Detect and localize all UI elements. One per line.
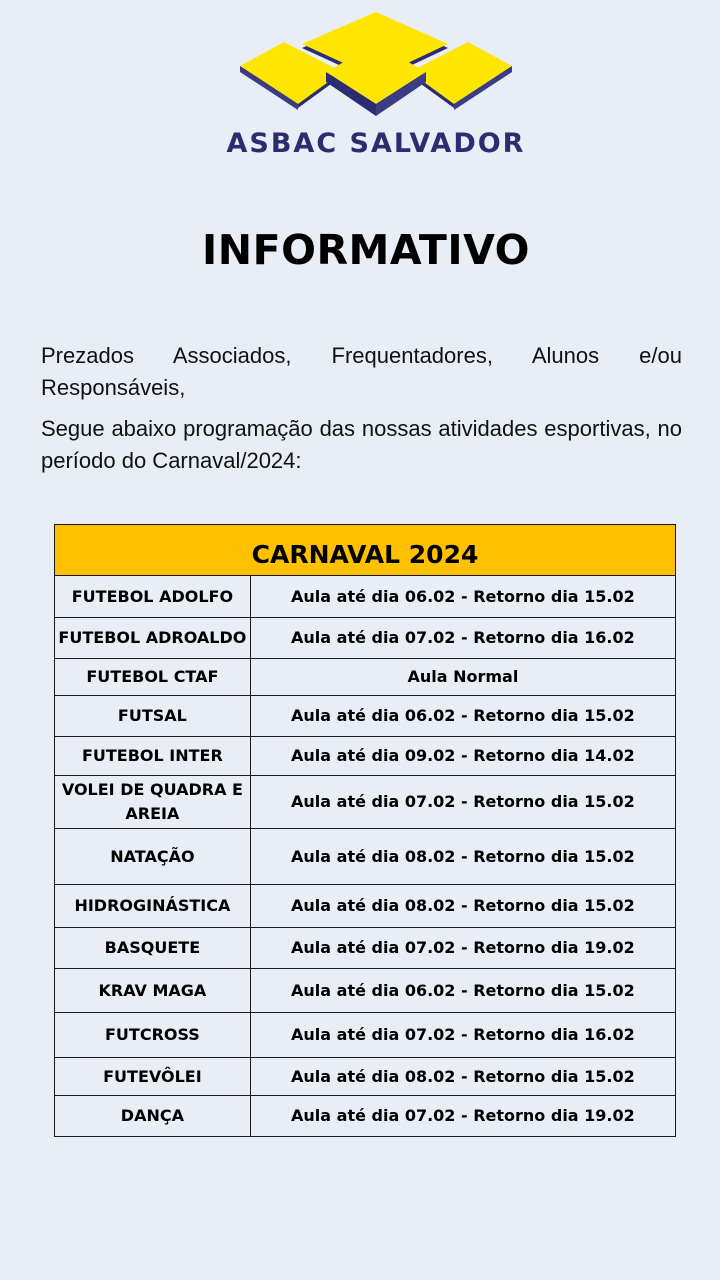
activity-status: Aula até dia 07.02 - Retorno dia 16.02 <box>250 1013 675 1058</box>
table-row <box>55 696 676 737</box>
page-title: INFORMATIVO <box>202 226 530 274</box>
org-name: ASBAC SALVADOR <box>226 128 526 159</box>
table-row <box>55 928 676 969</box>
activity-name: FUTEBOL CTAF <box>55 659 251 696</box>
table-row <box>55 1058 676 1096</box>
activity-name: FUTEBOL ADROALDO <box>55 618 251 659</box>
activity-name: KRAV MAGA <box>55 969 251 1013</box>
activity-name: FUTCROSS <box>55 1013 251 1058</box>
activity-status: Aula até dia 06.02 - Retorno dia 15.02 <box>250 576 675 618</box>
activity-name: BASQUETE <box>55 928 251 969</box>
activity-name: FUTEBOL ADOLFO <box>55 576 251 618</box>
activity-status: Aula até dia 07.02 - Retorno dia 16.02 <box>250 618 675 659</box>
table-row <box>55 829 676 885</box>
activity-status: Aula Normal <box>250 659 675 696</box>
activity-status: Aula até dia 07.02 - Retorno dia 19.02 <box>250 1096 675 1137</box>
activity-status: Aula até dia 07.02 - Retorno dia 19.02 <box>250 928 675 969</box>
activity-name: FUTEVÔLEI <box>55 1058 251 1096</box>
table-row <box>55 969 676 1013</box>
activity-status: Aula até dia 06.02 - Retorno dia 15.02 <box>250 969 675 1013</box>
activity-name: NATAÇÃO <box>55 829 251 885</box>
table-row <box>55 885 676 928</box>
activity-name: FUTSAL <box>55 696 251 737</box>
intro-message: Segue abaixo programação das nossas atividades esportivas, no período do Carnaval/2024: <box>41 416 682 473</box>
table-row <box>55 737 676 776</box>
activity-status: Aula até dia 07.02 - Retorno dia 15.02 <box>250 776 675 829</box>
asbac-logo <box>230 12 520 132</box>
table-row <box>55 618 676 659</box>
table-row <box>55 1096 676 1137</box>
table-row <box>55 1013 676 1058</box>
activity-name: HIDROGINÁSTICA <box>55 885 251 928</box>
table-row <box>55 576 676 618</box>
activity-status: Aula até dia 08.02 - Retorno dia 15.02 <box>250 1058 675 1096</box>
activity-status: Aula até dia 08.02 - Retorno dia 15.02 <box>250 885 675 928</box>
table-title: CARNAVAL 2024 <box>55 525 676 576</box>
carnival-schedule-table <box>54 524 676 1137</box>
table-row <box>55 659 676 696</box>
activity-status: Aula até dia 09.02 - Retorno dia 14.02 <box>250 737 675 776</box>
activity-name: DANÇA <box>55 1096 251 1137</box>
activity-status: Aula até dia 08.02 - Retorno dia 15.02 <box>250 829 675 885</box>
greeting-text: Prezados Associados, Frequentadores, Alunos e/ou Responsáveis, <box>41 343 682 400</box>
table-row <box>55 776 676 829</box>
activity-name: VOLEI DE QUADRA E AREIA <box>55 776 251 829</box>
activity-name: FUTEBOL INTER <box>55 737 251 776</box>
activity-status: Aula até dia 06.02 - Retorno dia 15.02 <box>250 696 675 737</box>
table-header-row <box>55 525 676 576</box>
